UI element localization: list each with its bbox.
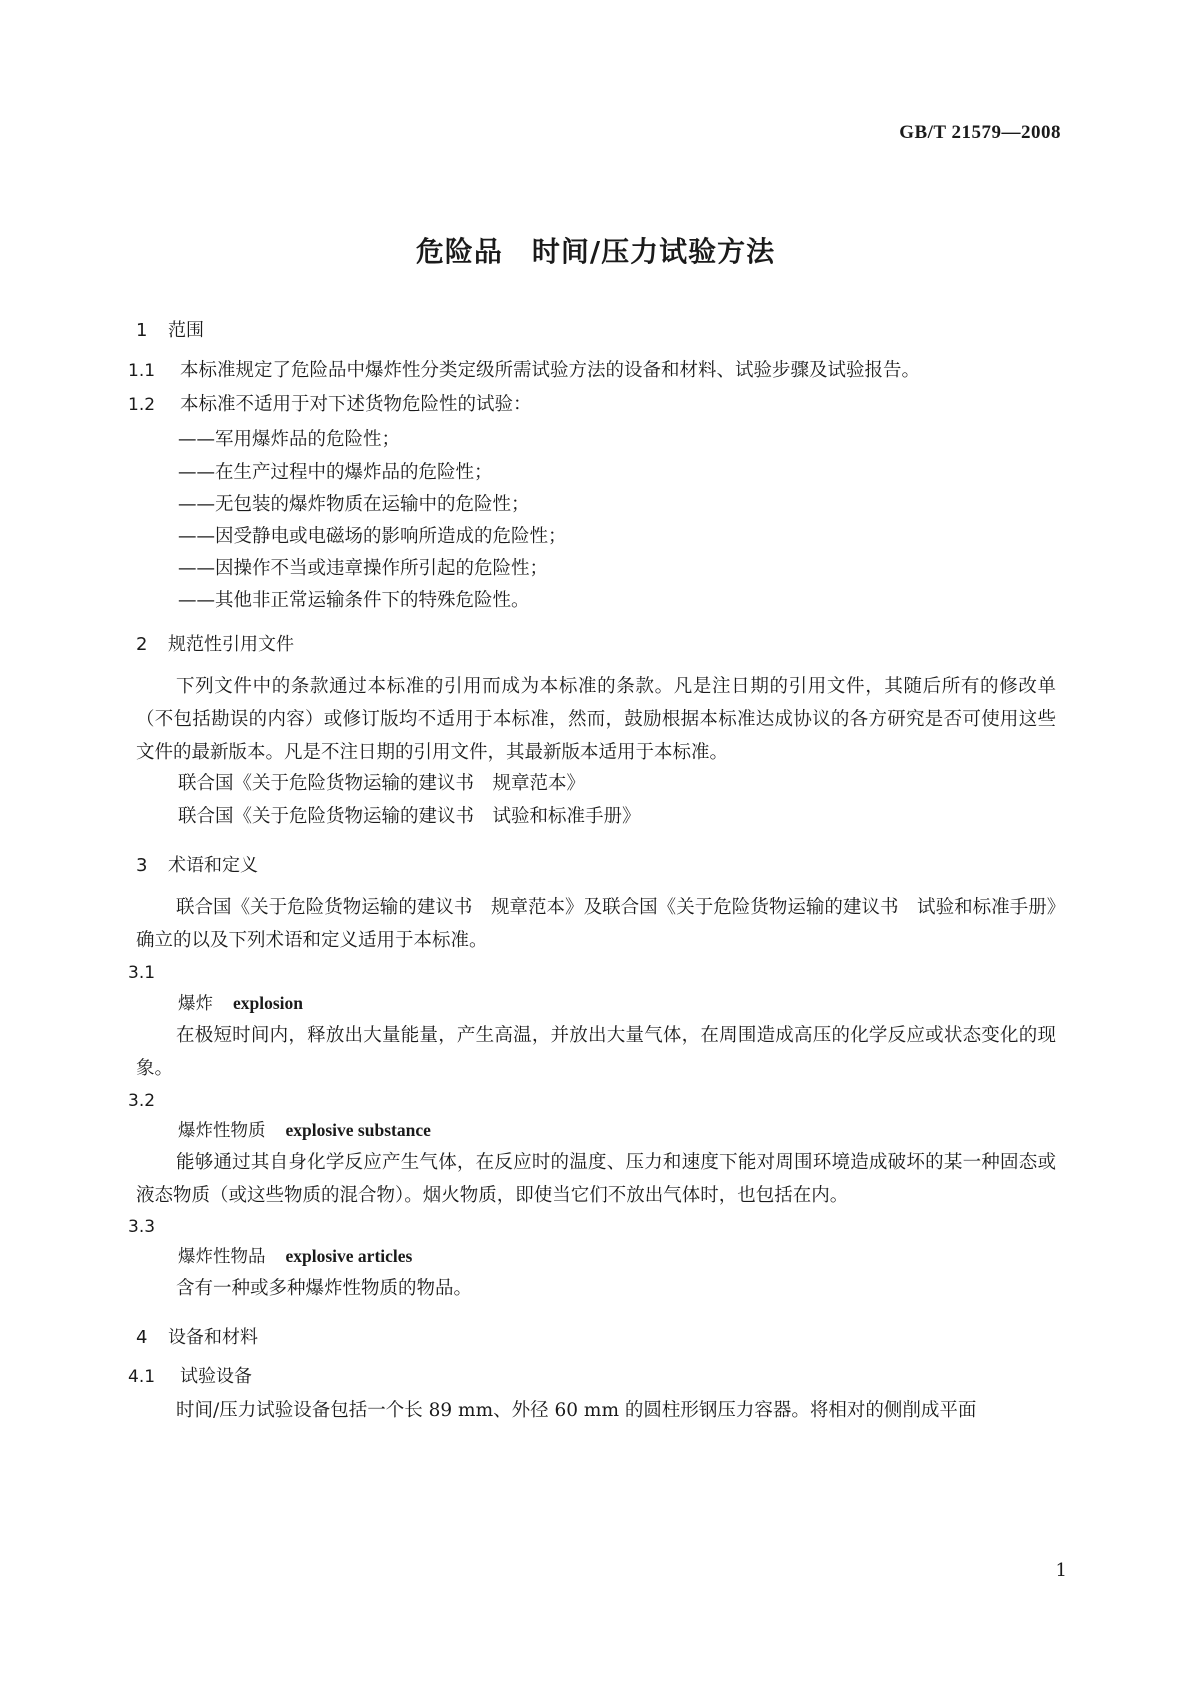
clause-number: [128, 956, 180, 990]
clause-number-text: 3.1: [128, 963, 156, 983]
page-number: 1: [1055, 1560, 1067, 1581]
clause-text: 本标准规定了危险品中爆炸性分类定级所需试验方法的设备和材料、试验步骤及试验报告。: [180, 360, 921, 381]
clause-number: 4.1: [128, 1367, 156, 1387]
page-title: 危险品 时间/压力试验方法: [415, 235, 776, 268]
definition: 含有一种或多种爆炸性物质的物品。: [176, 1278, 473, 1299]
clause-1-1: [128, 354, 920, 388]
clause-number-text: 3.2: [128, 1091, 156, 1111]
list-item: ——因受静电或电磁场的影响所造成的危险性；: [178, 526, 567, 547]
section-number: 4: [136, 1327, 148, 1348]
clause-number: 1.1: [128, 361, 156, 381]
term-3-2: [178, 1117, 431, 1142]
standard-number: GB/T 21579—2008: [899, 122, 1061, 143]
clause-number-text: 3.3: [128, 1217, 156, 1237]
term-zh: 爆炸: [178, 994, 213, 1014]
definition: 在极短时间内，释放出大量能量，产生高温，并放出大量气体，在周围造成高压的化学反应或状态变化的现象。: [136, 1025, 1056, 1079]
list-item: ——在生产过程中的爆炸品的危险性；: [178, 462, 493, 483]
section-title: 术语和定义: [168, 855, 258, 876]
paragraph: 下列文件中的条款通过本标准的引用而成为本标准的条款。凡是注日期的引用文件，其随后所有的修改单（不包括勘误的内容）或修订版均不适用于本标准，然而，鼓励根据本标准达成协议的各方研究是否可使用这些文件的最新版本。凡是不注日期的引用文件，其最新版本适用于本标准。: [136, 676, 1056, 763]
term-3-1: [178, 990, 303, 1015]
paragraph: 联合国《关于危险货物运输的建议书 规章范本》及联合国《关于危险货物运输的建议书 试验和标准手册》确立的以及下列术语和定义适用于本标准。: [136, 897, 1056, 951]
term-zh: 爆炸性物质: [178, 1121, 266, 1141]
section-title: 范围: [168, 320, 204, 341]
list-item: ——无包装的爆炸物质在运输中的危险性；: [178, 494, 530, 515]
clause-4-1-heading: [128, 1362, 252, 1388]
term-zh: 爆炸性物品: [178, 1247, 266, 1267]
term-3-3: [178, 1243, 412, 1268]
list-item: ——因操作不当或违章操作所引起的危险性；: [178, 558, 549, 579]
clause-number: [128, 1084, 180, 1118]
clause-number: [128, 1210, 180, 1244]
clause-title: 试验设备: [180, 1366, 252, 1387]
section-3-heading: [136, 851, 258, 877]
section-number: 3: [136, 855, 148, 876]
definition: 能够通过其自身化学反应产生气体，在反应时的温度、压力和速度下能对周围环境造成破坏的某一种固态或液态物质（或这些物质的混合物）。烟火物质，即使当它们不放出气体时，也包括在内。: [136, 1152, 1056, 1206]
clause-1-2: [128, 388, 532, 422]
reference-item: 联合国《关于危险货物运输的建议书 试验和标准手册》: [178, 806, 641, 827]
section-title: 设备和材料: [168, 1327, 258, 1348]
clause-number: 1.2: [128, 395, 156, 415]
section-number: 2: [136, 634, 148, 655]
section-number: 1: [136, 320, 148, 341]
list-item: ——其他非正常运输条件下的特殊危险性。: [178, 590, 530, 611]
section-1-heading: [136, 316, 204, 342]
term-en: explosive substance: [285, 1120, 431, 1140]
term-en: explosion: [233, 993, 304, 1013]
list-item: ——军用爆炸品的危险性；: [178, 429, 401, 450]
section-title: 规范性引用文件: [168, 634, 294, 655]
clause-text: 本标准不适用于对下述货物危险性的试验：: [180, 394, 532, 415]
term-en: explosive articles: [285, 1246, 413, 1266]
paragraph: 时间/压力试验设备包括一个长 89 mm、外径 60 mm 的圆柱形钢压力容器。将相对的侧削成平面: [176, 1400, 977, 1421]
reference-item: 联合国《关于危险货物运输的建议书 规章范本》: [178, 773, 586, 794]
section-4-heading: [136, 1323, 258, 1349]
section-2-heading: [136, 630, 294, 656]
